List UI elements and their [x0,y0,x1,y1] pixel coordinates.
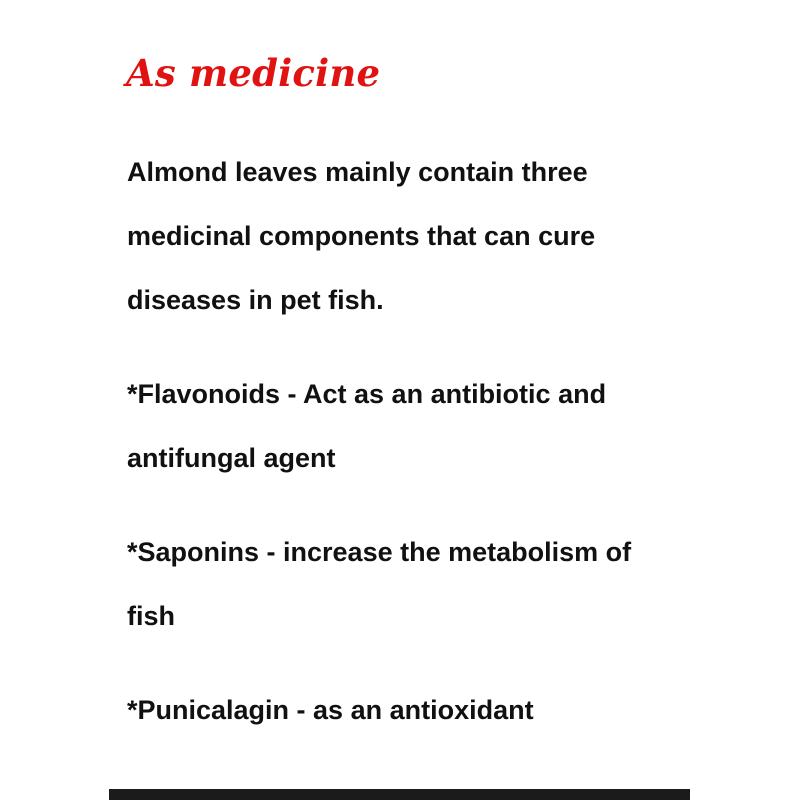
section-heading: As medicine [126,51,381,95]
component-flavonoids [127,362,687,490]
intro-paragraph [127,140,687,332]
intro-line: medicinal components that can cure [127,221,596,251]
intro-line: Almond leaves mainly contain three [127,157,588,187]
intro-line: diseases in pet fish. [127,285,384,315]
component-saponins [127,520,687,648]
component-line: *Flavonoids - Act as an antibiotic and [127,379,607,409]
component-line: *Saponins - increase the metabolism of [127,537,632,567]
bottom-bar-divider [109,789,690,800]
component-punicalagin [127,678,687,742]
component-line: fish [127,601,176,631]
article-content [127,50,687,742]
component-line: *Punicalagin - as an antioxidant [127,695,534,725]
component-line: antifungal agent [127,443,336,473]
